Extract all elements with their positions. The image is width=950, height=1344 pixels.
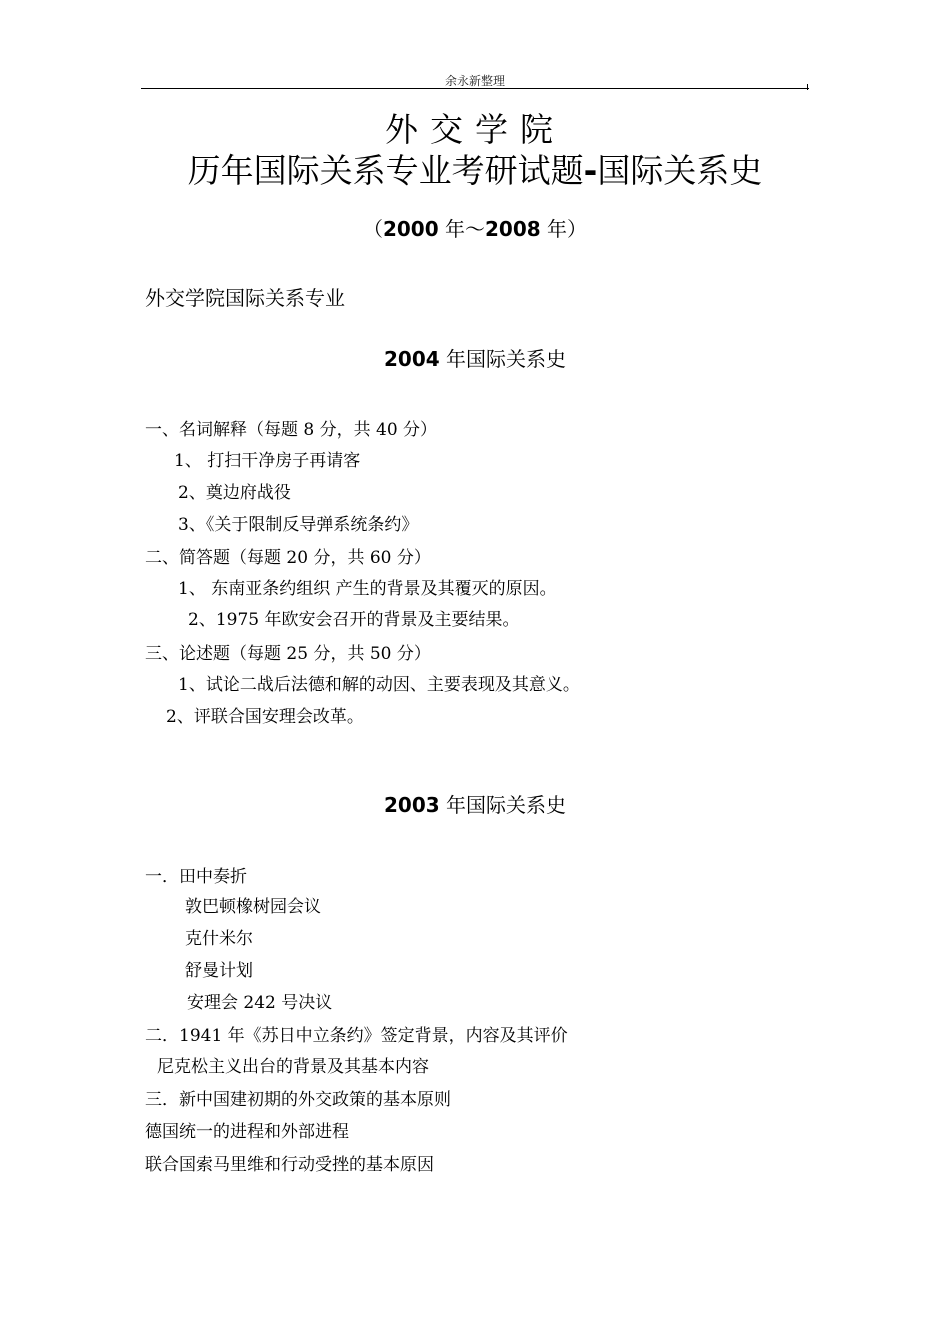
year-range: （2000 年～2008 年） [362, 217, 588, 241]
intro-line: 外交学院国际关系专业 [145, 286, 345, 310]
section-2003-line: 联合国索马里维和行动受挫的基本原因 [145, 1155, 434, 1175]
section-2003-line: 一．田中奏折 [145, 867, 247, 887]
section-2003-line: 二．1941 年《苏日中立条约》签定背景，内容及其评价 [145, 1026, 568, 1046]
header-rule-mark [807, 84, 810, 90]
section-title-2004: 2004 年国际关系史 [383, 347, 567, 371]
section-2003-line: 安理会 242 号决议 [187, 993, 333, 1013]
page-header: 余永新整理 [444, 74, 505, 88]
section-2004-line: 2、1975 年欧安会召开的背景及主要结果。 [188, 610, 520, 630]
section-2004-line: 2、奠边府战役 [178, 483, 291, 503]
section-2003-line: 舒曼计划 [185, 961, 253, 981]
section-2004-line: 三、论述题（每题 25 分，共 50 分） [145, 644, 431, 664]
section-title-2003: 2003 年国际关系史 [383, 793, 567, 817]
section-2004-line: 1、试论二战后法德和解的动因、主要表现及其意义。 [178, 675, 580, 695]
section-2004-line: 一、名词解释（每题 8 分，共 40 分） [145, 420, 438, 440]
section-2004-line: 二、简答题（每题 20 分，共 60 分） [145, 548, 431, 568]
section-2004-line: 1、 东南亚条约组织 产生的背景及其覆灭的原因。 [178, 579, 557, 599]
section-2004-line: 2、评联合国安理会改革。 [166, 707, 364, 727]
section-2003-line: 克什米尔 [185, 929, 253, 949]
section-2003-line: 德国统一的进程和外部进程 [145, 1122, 349, 1142]
section-2004-line: 3、《关于限制反导弹系统条约》 [178, 515, 419, 535]
section-2003-line: 敦巴顿橡树园会议 [185, 897, 321, 917]
document-title: 外交学院 [385, 110, 565, 149]
section-2003-line: 三．新中国建初期的外交政策的基本原则 [145, 1090, 451, 1110]
section-2003-line: 尼克松主义出台的背景及其基本内容 [157, 1057, 429, 1077]
header-rule [141, 88, 809, 89]
section-2004-line: 1、 打扫干净房子再请客 [174, 451, 361, 471]
document-subtitle: 历年国际关系专业考研试题-国际关系史 [187, 151, 763, 190]
